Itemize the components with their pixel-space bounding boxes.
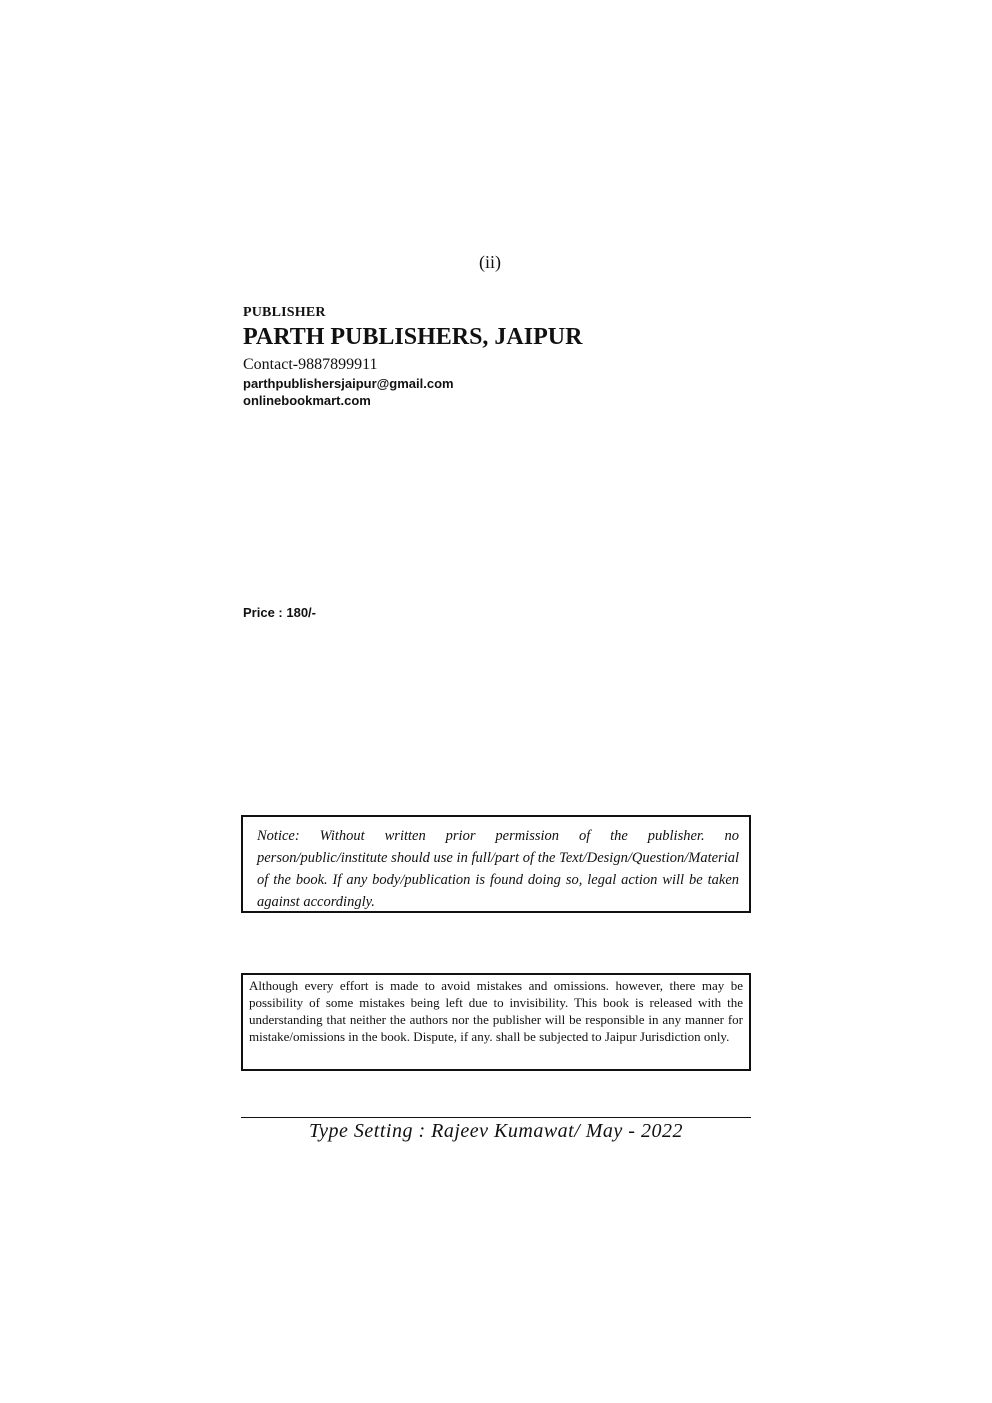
publisher-block xyxy=(243,304,582,409)
page-number: (ii) xyxy=(479,252,501,272)
publisher-website: onlinebookmart.com xyxy=(243,393,371,408)
notice-text: Notice: Without written prior permission of the publisher. no person/public/institute should use in full/part of the Text/Design/Question/Material of the book. If any body/publication is found doing so, legal action will be taken against accordingly. xyxy=(257,828,739,910)
publisher-name: PARTH PUBLISHERS, JAIPUR xyxy=(243,324,583,350)
disclaimer-box xyxy=(241,973,751,1071)
footer-divider xyxy=(241,1117,751,1118)
notice-box xyxy=(241,815,751,913)
publisher-label: PUBLISHER xyxy=(243,305,326,320)
typesetting-credit: Type Setting : Rajeev Kumawat/ May - 2022 xyxy=(309,1120,683,1142)
publisher-contact: Contact-9887899911 xyxy=(243,356,378,373)
price: Price : 180/- xyxy=(243,605,316,620)
publisher-email: parthpublishersjaipur@gmail.com xyxy=(243,376,454,391)
disclaimer-text: Although every effort is made to avoid mistakes and omissions. however, there may be possibility of some mistakes being left due to invisibility. This book is released with the understanding that neither the authors nor the publisher will be responsible in any manner for mistake/omissions in the book. Dispute, if any. shall be subjected to Jaipur Jurisdiction only. xyxy=(249,978,743,1044)
